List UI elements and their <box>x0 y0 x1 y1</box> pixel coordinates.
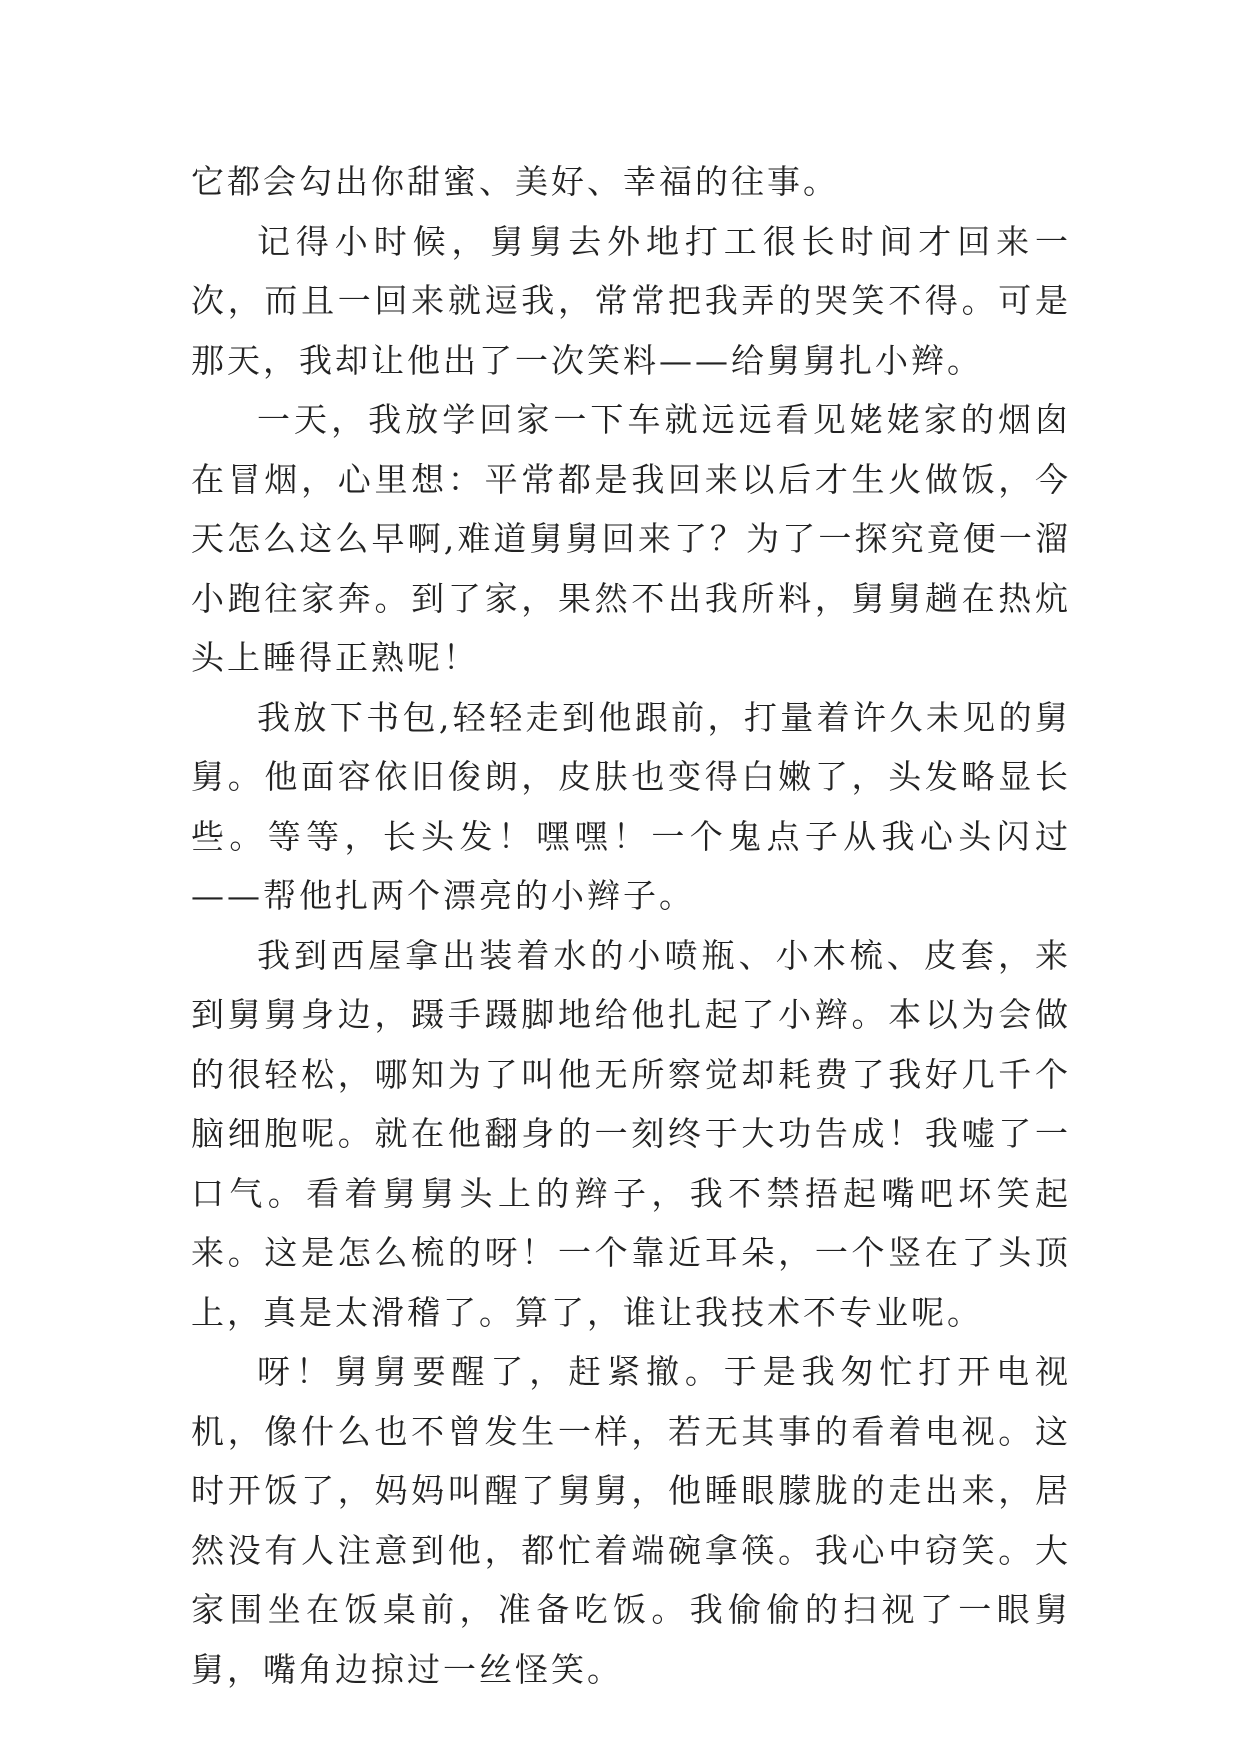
paragraph: 我到西屋拿出装着水的小喷瓶、小木梳、皮套，来到舅舅身边，蹑手蹑脚地给他扎起了小辫。本以为会做的很轻松，哪知为了叫他无所察觉却耗费了我好几千个脑细胞呢。就在他翻身的一刻终于大功告成！我嘘了一口气。看着舅舅头上的辫子，我不禁捂起嘴吧坏笑起来。这是怎么梳的呀！一个靠近耳朵，一个竖在了头顶上，真是太滑稽了。算了，谁让我技术不专业呢。 <box>191 935 1071 1332</box>
paragraph: 记得小时候，舅舅去外地打工很长时间才回来一次，而且一回来就逗我，常常把我弄的哭笑不得。可是那天，我却让他出了一次笑料——给舅舅扎小辫。 <box>191 221 1071 380</box>
paragraph: 它都会勾出你甜蜜、美好、幸福的往事。 <box>191 162 839 201</box>
paragraph: 我放下书包,轻轻走到他跟前，打量着许久未见的舅舅。他面容依旧俊朗，皮肤也变得白嫩了，头发略显长些。等等，长头发！嘿嘿！一个鬼点子从我心头闪过——帮他扎两个漂亮的小辫子。 <box>191 697 1071 915</box>
document-body <box>191 152 1071 1699</box>
paragraph: 一天，我放学回家一下车就远远看见姥姥家的烟囱在冒烟，心里想：平常都是我回来以后才生火做饭，今天怎么这么早啊,难道舅舅回来了？为了一探究竟便一溜小跑往家奔。到了家，果然不出我所料，舅舅趟在热炕头上睡得正熟呢！ <box>191 400 1071 677</box>
paragraph: 呀！舅舅要醒了，赶紧撤。于是我匆忙打开电视机，像什么也不曾发生一样，若无其事的看着电视。这时开饭了，妈妈叫醒了舅舅，他睡眼朦胧的走出来，居然没有人注意到他，都忙着端碗拿筷。我心中窃笑。大家围坐在饭桌前，准备吃饭。我偷偷的扫视了一眼舅舅，嘴角边掠过一丝怪笑。 <box>191 1352 1071 1689</box>
